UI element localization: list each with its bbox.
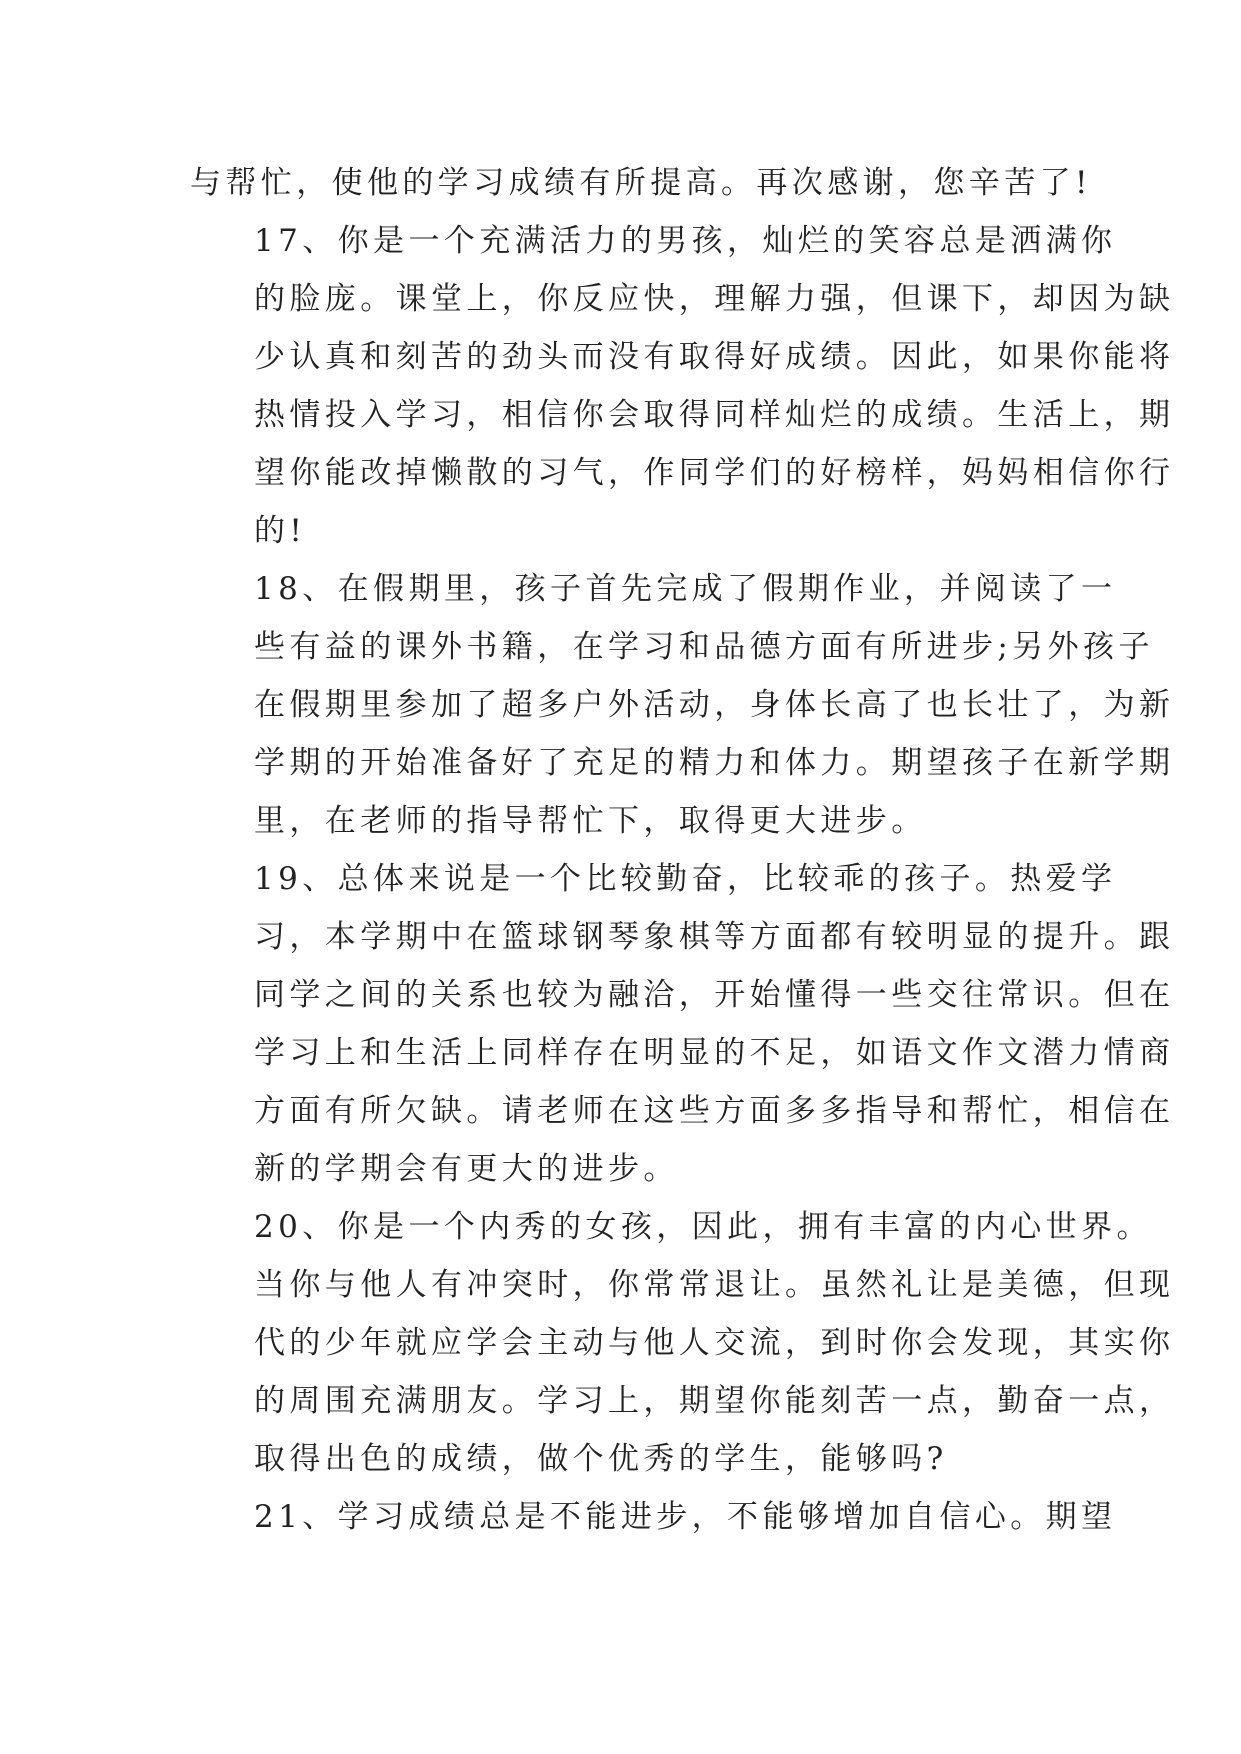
text-line: 方面有所欠缺。请老师在这些方面多多指导和帮忙，相信在	[254, 1093, 1175, 1129]
text-line: 的脸庞。课堂上，你反应快，理解力强，但课下，却因为缺	[254, 281, 1175, 317]
text-line: 新的学期会有更大的进步。	[254, 1151, 679, 1187]
text-line: 与帮忙，使他的学习成绩有所提高。再次感谢，您辛苦了!	[190, 165, 1092, 201]
paragraph-16-continuation	[190, 154, 1092, 212]
text-line: 取得出色的成绩，做个优秀的学生，能够吗?	[254, 1441, 948, 1477]
text-line: 19、总体来说是一个比较勤奋，比较乖的孩子。热爱学	[254, 861, 1117, 897]
text-line: 17、你是一个充满活力的男孩，灿烂的笑容总是洒满你	[254, 223, 1117, 259]
paragraph-20	[190, 1198, 1175, 1488]
text-line: 的周围充满朋友。学习上，期望你能刻苦一点，勤奋一点，	[254, 1383, 1175, 1419]
text-line: 的!	[254, 513, 307, 549]
text-line: 同学之间的关系也较为融洽，开始懂得一些交往常识。但在	[254, 977, 1175, 1013]
paragraph-18	[190, 560, 1175, 850]
text-line: 20、你是一个内秀的女孩，因此，拥有丰富的内心世界。	[254, 1209, 1152, 1245]
text-line: 学习上和生活上同样存在明显的不足，如语文作文潜力情商	[254, 1035, 1175, 1071]
text-line: 些有益的课外书籍，在学习和品德方面有所进步;另外孩子	[254, 629, 1154, 665]
paragraph-19	[190, 850, 1175, 1198]
text-line: 学期的开始准备好了充足的精力和体力。期望孩子在新学期	[254, 745, 1175, 781]
text-line: 少认真和刻苦的劲头而没有取得好成绩。因此，如果你能将	[254, 339, 1175, 375]
text-line: 18、在假期里，孩子首先完成了假期作业，并阅读了一	[254, 571, 1117, 607]
text-line: 习，本学期中在篮球钢琴象棋等方面都有较明显的提升。跟	[254, 919, 1175, 955]
text-line: 在假期里参加了超多户外活动，身体长高了也长壮了，为新	[254, 687, 1175, 723]
text-line: 热情投入学习，相信你会取得同样灿烂的成绩。生活上，期	[254, 397, 1175, 433]
document-body	[190, 154, 1175, 1546]
text-line: 当你与他人有冲突时，你常常退让。虽然礼让是美德，但现	[254, 1267, 1175, 1303]
text-line: 21、学习成绩总是不能进步，不能够增加自信心。期望	[254, 1499, 1117, 1535]
text-line: 代的少年就应学会主动与他人交流，到时你会发现，其实你	[254, 1325, 1175, 1361]
text-line: 望你能改掉懒散的习气，作同学们的好榜样，妈妈相信你行	[254, 455, 1175, 491]
paragraph-17	[190, 212, 1175, 560]
text-line: 里，在老师的指导帮忙下，取得更大进步。	[254, 803, 927, 839]
paragraph-21	[190, 1488, 1117, 1546]
